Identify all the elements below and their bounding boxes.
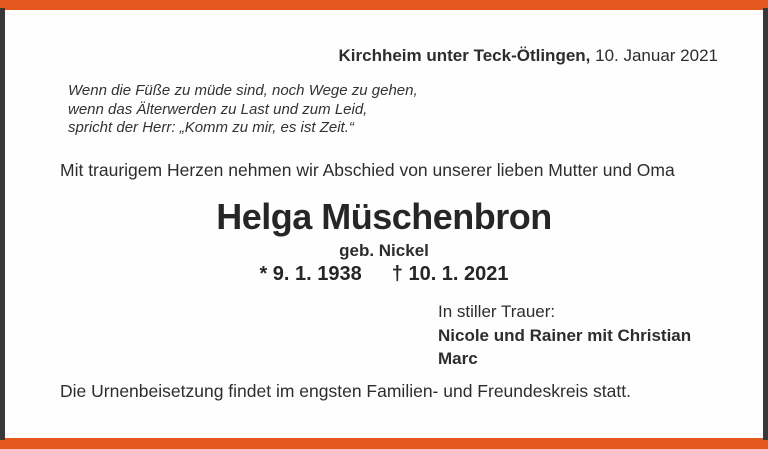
frame-top-bar	[0, 0, 768, 10]
verse-line-1: Wenn die Füße zu müde sind, noch Wege zu gehen,	[68, 82, 418, 99]
verse-line-2: wenn das Älterwerden zu Last und zum Leid,	[68, 100, 368, 118]
mourners-heading: In stiller Trauer:	[438, 302, 556, 321]
frame-bottom-bar	[0, 438, 768, 449]
memorial-verse	[68, 82, 418, 138]
birth-date: * 9. 1. 1938	[259, 263, 362, 285]
intro-text: Mit traurigem Herzen nehmen wir Abschied von unserer lieben Mutter und Oma	[60, 160, 675, 180]
funeral-info: Die Urnenbeisetzung findet im engsten Familien- und Freundeskreis statt.	[60, 381, 631, 401]
deceased-name: Helga Müschenbron	[216, 196, 552, 237]
dateline	[339, 46, 719, 66]
verse-line-3: spricht der Herr: „Komm zu mir, es ist Zeit.“	[68, 119, 354, 136]
dateline-date: 10. Januar 2021	[590, 46, 718, 65]
maiden-name: geb. Nickel	[339, 241, 429, 260]
mourners-line-2: Marc	[438, 349, 478, 368]
dateline-place: Kirchheim unter Teck-Ötlingen,	[338, 46, 591, 65]
mourners-block	[438, 300, 691, 371]
life-dates	[0, 263, 768, 286]
death-date: † 10. 1. 2021	[391, 263, 509, 285]
mourners-line-1: Nicole und Rainer mit Christian	[438, 325, 692, 345]
